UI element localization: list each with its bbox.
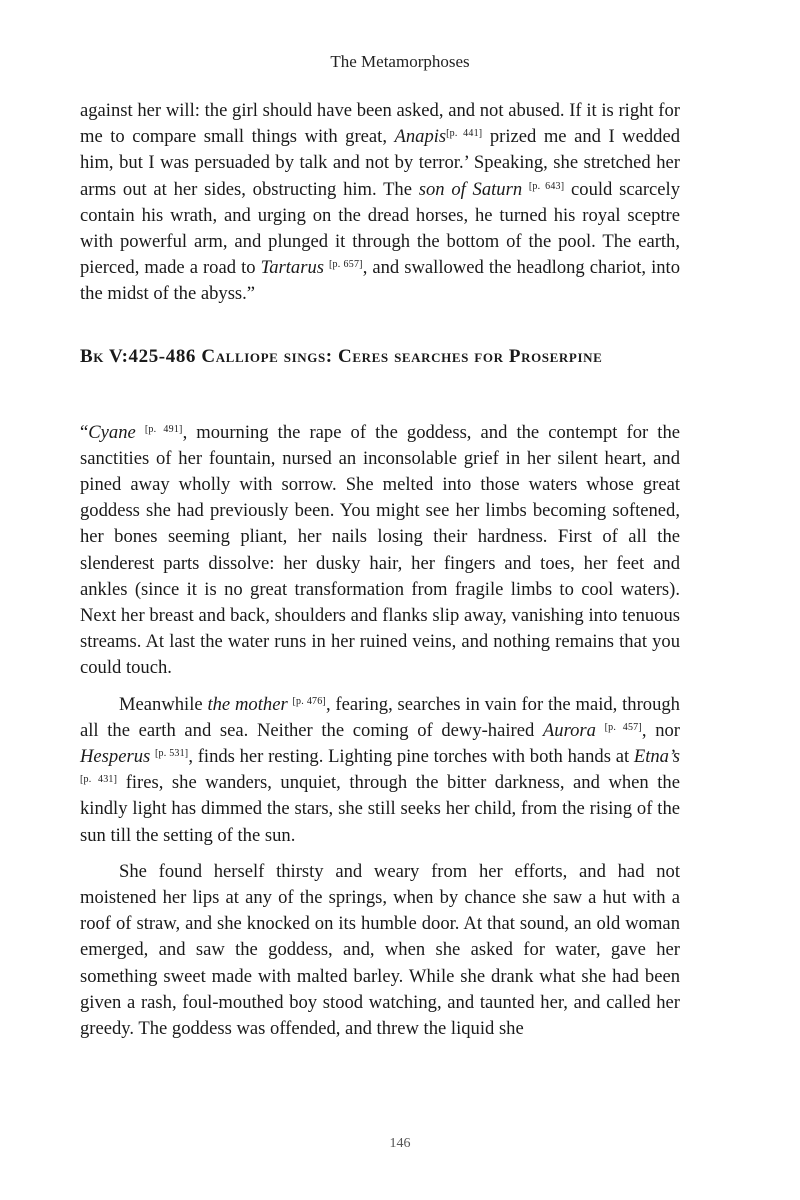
- page-ref: [p. 531]: [154, 748, 189, 760]
- text-run: , nor: [641, 719, 680, 741]
- text-run: “: [80, 421, 89, 443]
- page-ref: [p. 491]: [144, 423, 183, 435]
- text-run: She found herself thirsty and weary from her efforts, and had not moistened her lips at any of the springs, when by chance she saw a hut with a roof of straw, and she knocked on its humble door. At that sound, an old woman emerged, and saw the goddess, and, when she asked for water, gave her something sweet made with malted barley. While she drank what she had been given a rash, foul-mouthed boy stood watching, and taunted her, and called her greedy. The goddess was offended, and threw the liquid she: [80, 860, 680, 1040]
- text-run: , fearing, searches in vain for the maid, through all the earth and sea. Neither the coming of dewy-haired: [80, 693, 680, 741]
- name-tartarus: Tartarus: [260, 257, 324, 279]
- page-ref: [p. 441]: [446, 128, 483, 140]
- paragraph-1: [80, 98, 680, 308]
- name-hesperus: Hesperus: [80, 746, 151, 768]
- paragraph-3: [80, 692, 680, 849]
- page-ref: [p. 643]: [528, 180, 565, 192]
- name-cyane: Cyane: [88, 421, 136, 443]
- name-aurora: Aurora: [542, 719, 596, 741]
- name-the-mother: the mother: [207, 693, 288, 715]
- text-run: , finds her resting. Lighting pine torches with both hands at: [188, 746, 634, 768]
- text-run: Meanwhile: [119, 693, 208, 715]
- text-run: , and swallowed the headlong chariot, into the midst of the abyss.”: [80, 257, 681, 305]
- text-run: prized me and I wedded him, but I was persuaded by talk and not by terror.’ Speaking, she stretched her arms out at her sides, obstructing him. The: [80, 126, 680, 200]
- paragraph-2: [80, 420, 680, 682]
- section-heading: Bk V:425-486 Calliope sings: Ceres searches for Proserpine: [80, 345, 603, 367]
- running-head: The Metamorphoses: [330, 52, 470, 71]
- page-ref: [p. 657]: [329, 259, 363, 271]
- text-run: , mourning the rape of the goddess, and the contempt for the sanctities of her fountain, nursed an inconsolable grief in her silent heart, and pined away wholly with sorrow. She melted into those waters whose great goddess she had previously been. You might see her limbs becoming softened, her bones seeming pliant, her nails losing their hardness. First of all the slenderest parts dissolve: her dusky hair, her fingers and toes, her feet and ankles (since it is no great transformation from fragile limbs to cool waters). Next her breast and back, shoulders and flanks slip away, vanishing into tenuous streams. At last the water runs in her ruined veins, and nothing remains that you could touch.: [80, 421, 680, 679]
- name-anapis: Anapis: [394, 126, 447, 148]
- page-body: [80, 98, 680, 1042]
- page-ref: [p. 476]: [292, 695, 326, 707]
- page-ref: [p. 431]: [80, 774, 118, 786]
- name-etna: Etna’s: [633, 746, 680, 768]
- text-run: could scarcely contain his wrath, and urging on the dread horses, he turned his royal sceptre with powerful arm, and plunged it through the bottom of the pool. The earth, pierced, made a road to: [80, 178, 680, 279]
- page-ref: [p. 457]: [604, 721, 642, 733]
- paragraph-4: [80, 859, 680, 1042]
- text-run: against her will: the girl should have been asked, and not abused. If it is right for me to compare small things with great,: [80, 100, 680, 148]
- name-son-of-saturn: son of Saturn: [418, 178, 523, 200]
- page-number: 146: [389, 1136, 411, 1151]
- text-run: fires, she wanders, unquiet, through the bitter darkness, and when the kindly light has dimmed the stars, she still seeks her child, from the rising of the sun till the setting of the sun.: [80, 772, 680, 846]
